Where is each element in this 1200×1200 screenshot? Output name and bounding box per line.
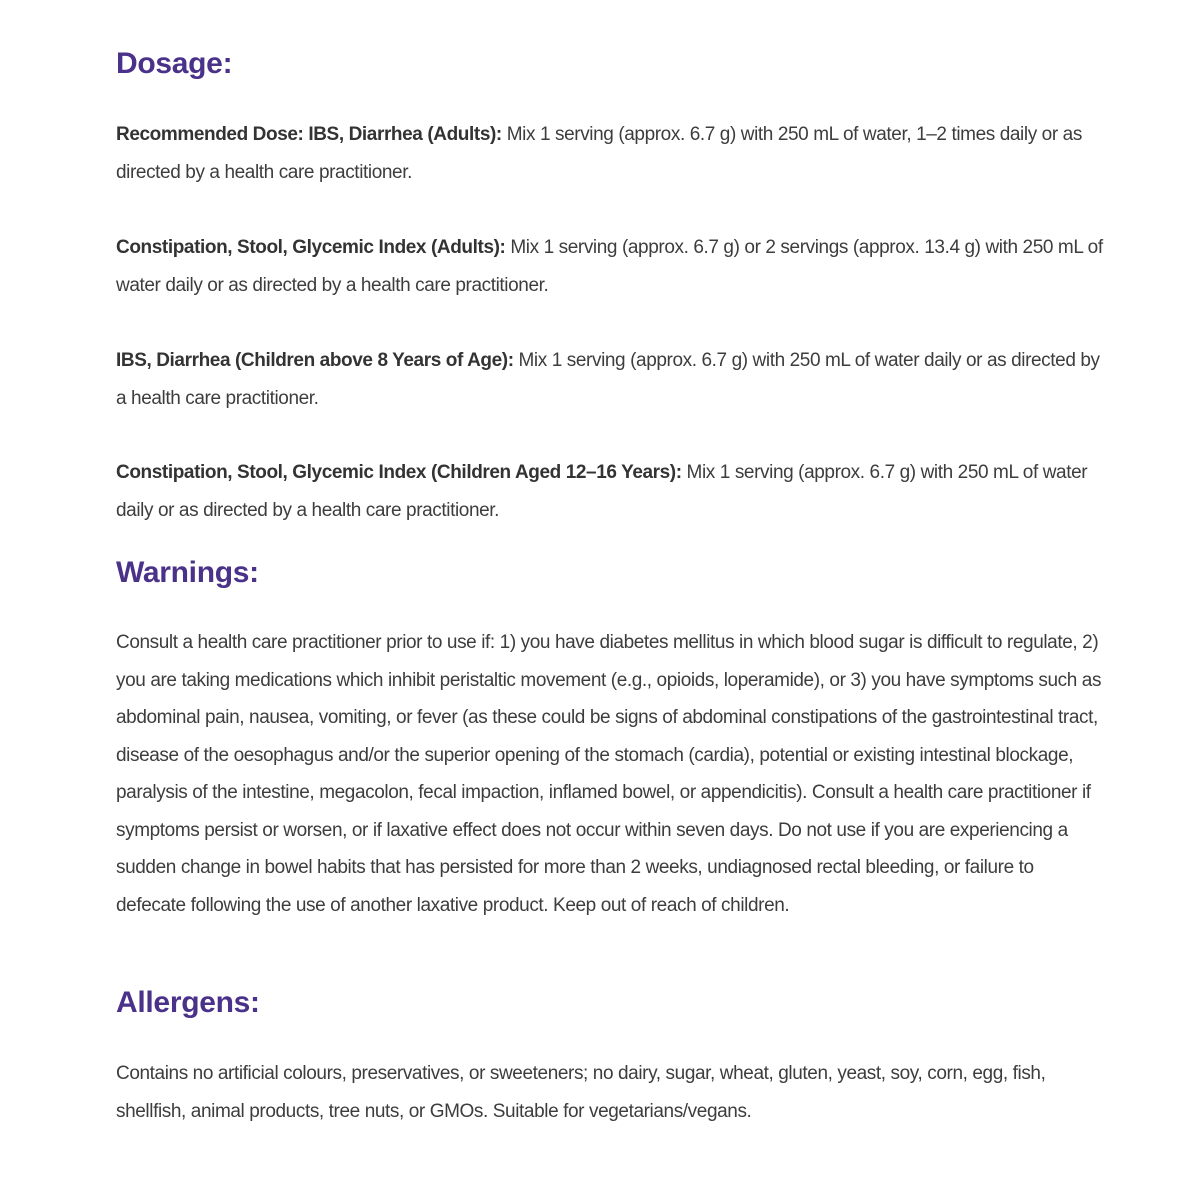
dosage-item-children-ibs [116, 342, 1106, 417]
warnings-text: Consult a health care practitioner prior to use if: 1) you have diabetes mellitus in which blood sugar is difficult to regulate, 2) you are taking medications which inhibit peristaltic movement (e.g., opioids, loperamide), or 3) you have symptoms such as abdominal pain, nausea, vomiting, or fever (as these could be signs of abdominal constipations of the gastrointestinal tract, disease of the oesophagus and/or the superior opening of the stomach (cardia), potential or existing intestinal blockage, paralysis of the intestine, megacolon, fecal impaction, inflamed bowel, or appendicitis). Consult a health care practitioner if symptoms persist or worsen, or if laxative effect does not occur within seven days. Do not use if you are experiencing a sudden change in bowel habits that has persisted for more than 2 weeks, undiagnosed rectal bleeding, or failure to defecate following the use of another laxative product. Keep out of reach of children. [116, 632, 1102, 916]
allergens-heading: Allergens: [116, 986, 260, 1019]
dosage-item-text: Mix 1 serving (approx. 6.7 g) with 250 mL of water, 1–2 times daily or as directed by a health care practitioner. [116, 124, 1082, 183]
dosage-item-adults-constipation [116, 229, 1106, 304]
dosage-item-adults-ibs [116, 116, 1106, 191]
allergens-text: Contains no artificial colours, preservatives, or sweeteners; no dairy, sugar, wheat, gluten, yeast, soy, corn, egg, fish, shellfish, animal products, tree nuts, or GMOs. Suitable for vegetarians/vegans. [116, 1063, 1046, 1122]
dosage-heading: Dosage: [116, 47, 233, 80]
dosage-item-text: Mix 1 serving (approx. 6.7 g) with 250 mL of water daily or as directed by a health care practitioner. [116, 350, 1100, 409]
dosage-item-children-constipation [116, 454, 1106, 529]
dosage-item-label: IBS, Diarrhea (Children above 8 Years of Age): [116, 350, 514, 371]
dosage-item-text: Mix 1 serving (approx. 6.7 g) with 250 mL of water daily or as directed by a health care practitioner. [116, 462, 1088, 521]
dosage-item-label: Constipation, Stool, Glycemic Index (Children Aged 12–16 Years): [116, 462, 682, 483]
dosage-item-label: Constipation, Stool, Glycemic Index (Adults): [116, 237, 506, 258]
warnings-heading: Warnings: [116, 556, 259, 589]
dosage-item-label: Recommended Dose: IBS, Diarrhea (Adults): [116, 124, 502, 145]
dosage-item-text: Mix 1 serving (approx. 6.7 g) or 2 servings (approx. 13.4 g) with 250 mL of water daily or as directed by a health care practitioner. [116, 237, 1103, 296]
